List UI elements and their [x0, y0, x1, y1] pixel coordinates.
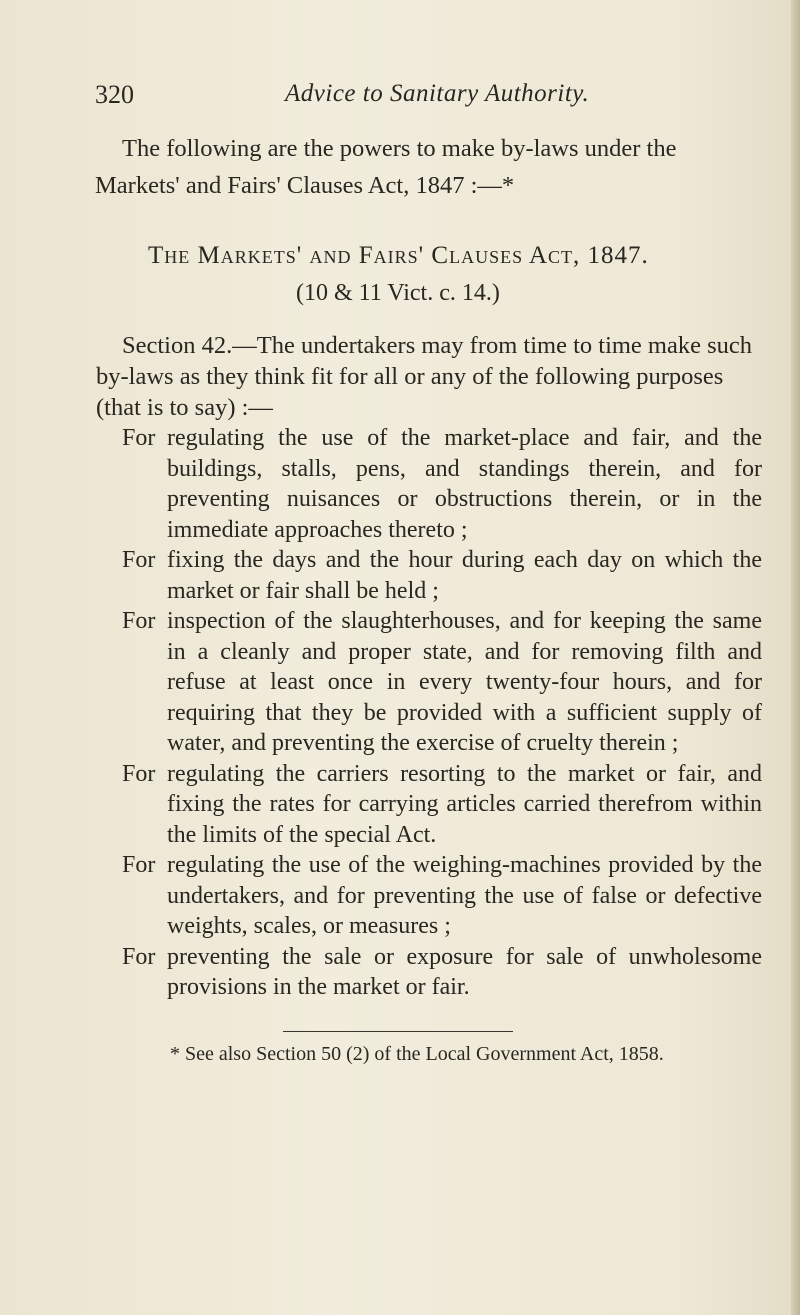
item-text: regulating the use of the market-place and fair, and the buildings, stalls, pens, and standings therein, and for preventing nuisances or obstructions therein, or in the immediate approaches thereto ;	[167, 425, 762, 543]
item-lead: For	[122, 852, 156, 878]
footnote: * See also Section 50 (2) of the Local Government Act, 1858.	[170, 1043, 664, 1065]
running-header	[0, 80, 800, 120]
item-lead: For	[122, 943, 156, 970]
list-item	[122, 850, 762, 942]
running-title: Advice to Sanitary Authority.	[285, 80, 590, 107]
intro-line-1: The following are the powers to make by-laws under the	[122, 135, 677, 162]
list-item	[122, 545, 762, 606]
item-lead: For	[122, 425, 156, 451]
item-text: fixing the days and the hour during each day on which the market or fair shall be held ;	[167, 547, 762, 604]
intro-line-2: Markets' and Fairs' Clauses Act, 1847 :—*	[95, 172, 515, 199]
section-42-paragraph	[96, 330, 766, 423]
item-lead: For	[122, 760, 156, 787]
list-item	[122, 759, 762, 851]
section-42-text: Section 42.—The undertakers may from time to time make such by-laws as they think fit for all or any of the following purposes (that is to say) :—	[96, 332, 753, 421]
item-lead: For	[122, 547, 156, 573]
page-edge	[791, 0, 800, 1315]
item-text: inspection of the slaughterhouses, and for keeping the same in a cleanly and proper state, and for removing filth and refuse at least once in every twenty-four hours, and for requiring that they be provided with a sufficient supply of water, and preventing the exercise of cruelty therein ;	[167, 608, 762, 756]
section-citation: (10 & 11 Vict. c. 14.)	[296, 280, 500, 306]
section-heading: The Markets' and Fairs' Clauses Act, 1847.	[148, 242, 649, 269]
item-text: regulating the carriers resorting to the market or fair, and fixing the rates for carrying articles carried therefrom within the limits of the special Act.	[167, 760, 762, 848]
list-item	[122, 423, 762, 545]
item-text: preventing the sale or exposure for sale of unwholesome provisions in the market or fair.	[167, 943, 762, 1000]
list-item	[122, 606, 762, 759]
footnote-divider	[283, 1031, 513, 1032]
item-lead: For	[122, 608, 156, 634]
page-number: 320	[95, 80, 134, 109]
by-law-purposes-list	[122, 423, 762, 1003]
intro-paragraph	[95, 130, 747, 204]
item-text: regulating the use of the weighing-machines provided by the undertakers, and for preventing the use of false or defective weights, scales, or measures ;	[167, 852, 762, 939]
list-item	[122, 942, 762, 1003]
